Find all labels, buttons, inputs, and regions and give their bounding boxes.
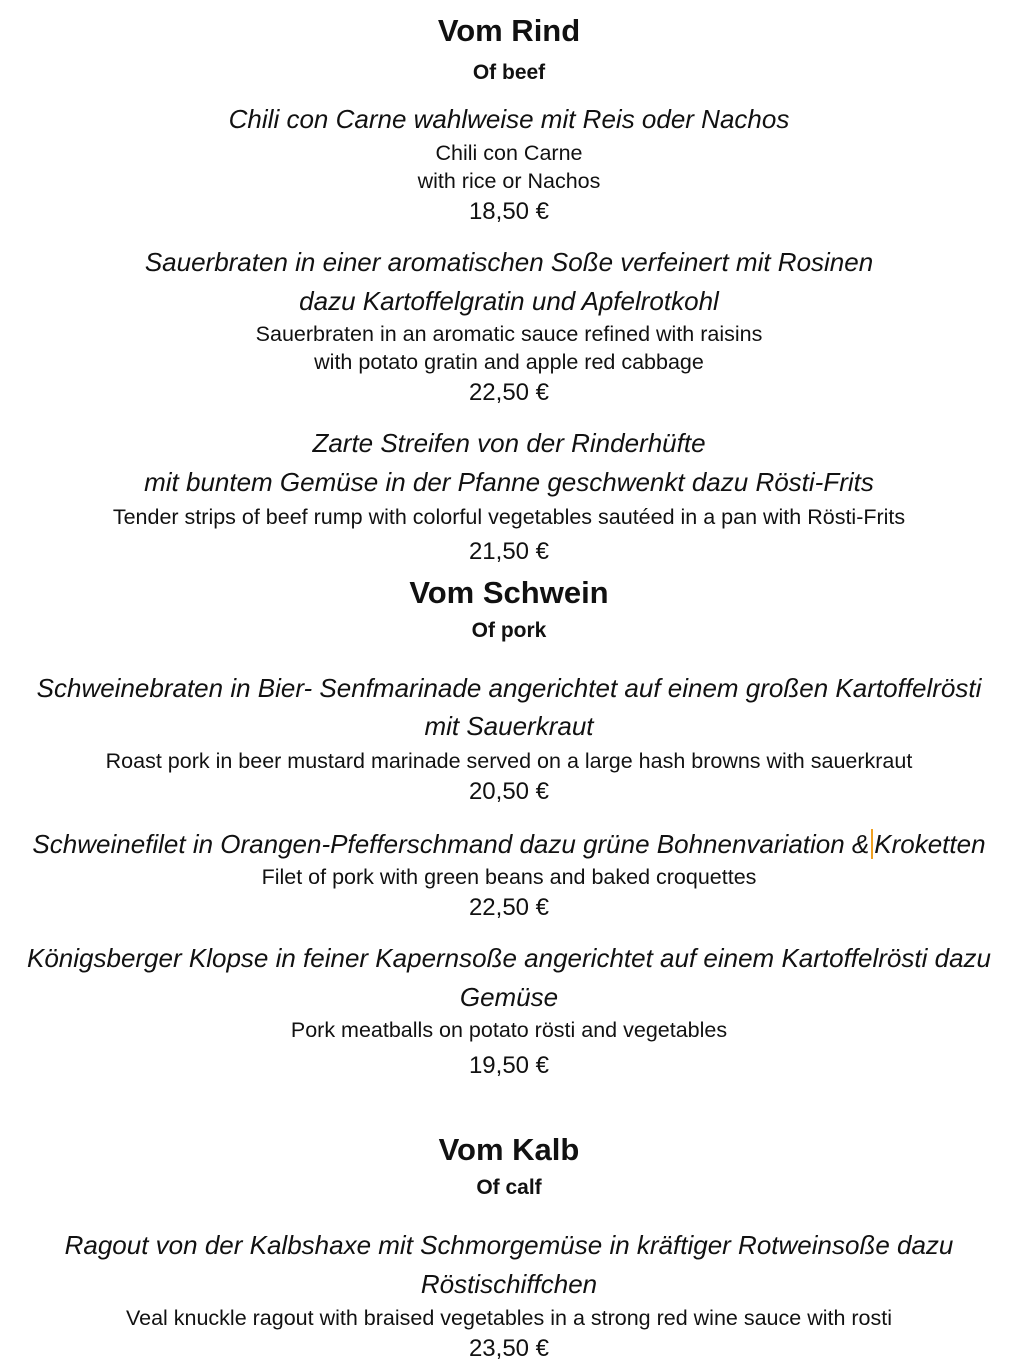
dish-en-line: Sauerbraten in an aromatic sauce refined with raisins [255,322,763,346]
dish-price: 21,50 € [468,538,550,565]
dish-de-line: dazu Kartoffelgratin und Apfelrotkohl [299,286,719,316]
section-subtitle-calf: Of calf [476,1176,542,1199]
dish-price: 18,50 € [468,198,550,225]
dish-de-text-after-cursor: Kroketten [874,829,986,859]
dish-de-line: Gemüse [459,982,559,1012]
dish-de-line: mit buntem Gemüse in der Pfanne geschwenkt dazu Rösti-Frits [144,467,874,497]
dish-de-line: Schweinebraten in Bier- Senfmarinade angerichtet auf einem großen Kartoffelrösti [36,673,982,703]
section-title-beef: Vom Rind [437,13,581,48]
dish-price: 20,50 € [468,778,550,805]
dish-de-line: Chili con Carne wahlweise mit Reis oder Nachos [228,104,790,134]
dish-en-line: with rice or Nachos [417,169,601,193]
section-title-pork: Vom Schwein [409,575,609,610]
dish-de-line: Röstischiffchen [420,1269,598,1299]
section-subtitle-pork: Of pork [471,619,547,642]
text-cursor [871,829,873,859]
dish-de-line: Zarte Streifen von der Rinderhüfte [312,428,706,458]
dish-de-line: mit Sauerkraut [424,711,594,741]
dish-en-line: Roast pork in beer mustard marinade served on a large hash browns with sauerkraut [105,749,913,773]
dish-de-line-with-cursor[interactable] [0,829,1018,859]
dish-price: 19,50 € [468,1052,550,1079]
dish-en-line: Pork meatballs on potato rösti and vegetables [290,1018,728,1042]
dish-de-line: Sauerbraten in einer aromatischen Soße verfeinert mit Rosinen [144,247,874,277]
dish-price: 22,50 € [468,379,550,406]
dish-en-line: Filet of pork with green beans and baked croquettes [261,865,757,889]
section-subtitle-beef: Of beef [472,61,546,84]
dish-de-line: Königsberger Klopse in feiner Kapernsoße angerichtet auf einem Kartoffelrösti dazu [26,943,991,973]
dish-price: 22,50 € [468,894,550,921]
dish-en-line: Chili con Carne [435,141,583,165]
dish-en-line: Tender strips of beef rump with colorful vegetables sautéed in a pan with Rösti-Frits [112,505,906,529]
dish-de-text-before-cursor: Schweinefilet in Orangen-Pfefferschmand dazu grüne Bohnenvariation & [32,829,870,859]
dish-en-line: Veal knuckle ragout with braised vegetables in a strong red wine sauce with rosti [125,1306,893,1330]
section-title-calf: Vom Kalb [438,1132,580,1167]
dish-en-line: with potato gratin and apple red cabbage [314,350,704,374]
dish-price: 23,50 € [468,1335,550,1362]
dish-de-line: Ragout von der Kalbshaxe mit Schmorgemüse in kräftiger Rotweinsoße dazu [64,1230,954,1260]
